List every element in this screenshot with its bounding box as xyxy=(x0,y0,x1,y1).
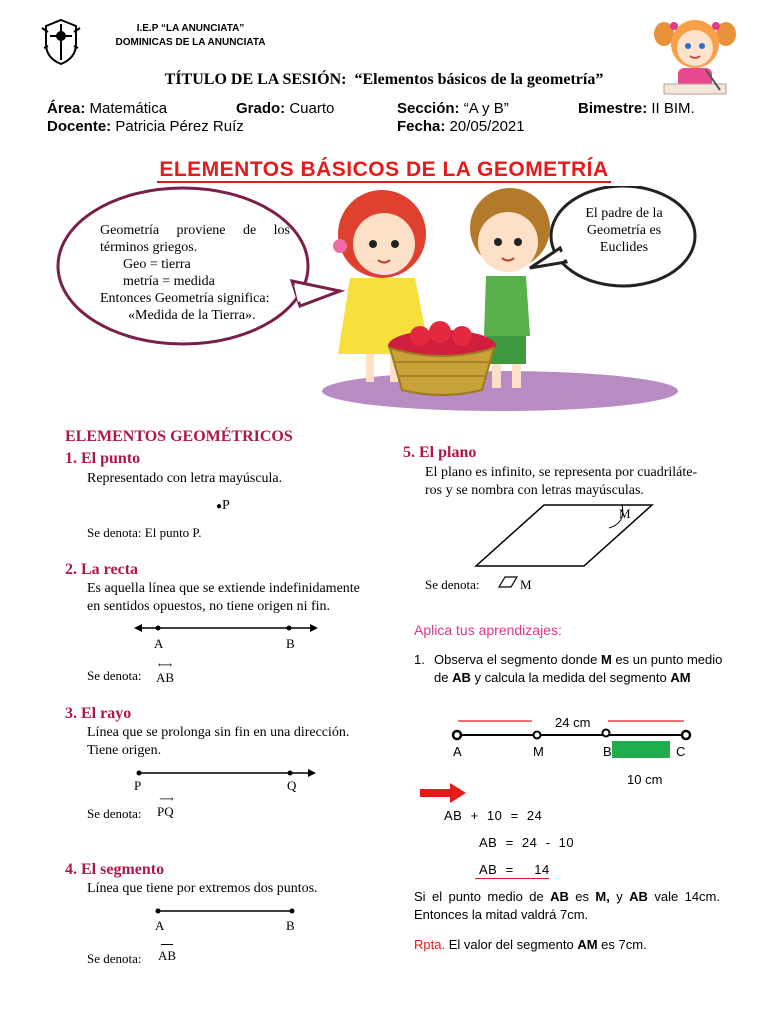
school-line-1: I.E.P “LA ANUNCIATA” xyxy=(136,23,245,34)
teacher-field xyxy=(47,118,244,135)
area-field xyxy=(47,100,167,117)
q2a: de xyxy=(434,670,453,685)
segmento-symbol xyxy=(158,942,176,964)
plane-symbol-icon xyxy=(497,575,519,589)
bubble-right-line3: Euclides xyxy=(599,240,649,255)
coat-of-arms-icon xyxy=(40,18,82,66)
equation-1: AB + 10 = 24 xyxy=(444,808,543,823)
line-diagram xyxy=(134,620,319,636)
plano-denota: Se denota: xyxy=(425,577,480,592)
teacher-label: Docente: xyxy=(47,118,112,135)
recta-title: 2. La recta xyxy=(65,561,139,578)
equation-3: AB = 14 xyxy=(479,862,550,877)
red-arrow-icon xyxy=(420,783,466,803)
point-b-label: B xyxy=(603,744,612,759)
measure-24cm: 24 cm xyxy=(555,715,591,730)
equation-2: AB = 24 - 10 xyxy=(479,835,575,850)
c1b: AB xyxy=(550,889,569,904)
segmento-symbol-text: AB xyxy=(158,948,177,963)
rayo-point-p: P xyxy=(134,778,142,793)
point-m-label: M xyxy=(533,744,544,759)
point-p: ●P xyxy=(216,498,230,513)
main-title-text: ELEMENTOS BÁSICOS DE LA GEOMETRÍA xyxy=(159,158,609,181)
rayo-symbol: ⟶ PQ xyxy=(157,794,174,819)
main-title xyxy=(0,158,768,182)
recta-denota: Se denota: xyxy=(87,668,142,683)
q2d: AM xyxy=(670,670,691,685)
rayo-point-q: Q xyxy=(287,778,297,793)
term-label: Bimestre: xyxy=(578,100,648,117)
segmento-point-a: A xyxy=(155,918,165,933)
school-line-2: DOMINICAS DE LA ANUNCIATA xyxy=(115,37,266,48)
result-underline xyxy=(475,878,549,879)
bubble-right-line1: El padre de la xyxy=(585,206,663,221)
c1a: Si el punto medio de xyxy=(414,889,551,904)
bubble-left xyxy=(100,222,290,324)
session-value: “Elementos básicos de la geometría” xyxy=(354,71,604,88)
rayo-denota: Se denota: xyxy=(87,806,142,821)
teacher-value: Patricia Pérez Ruíz xyxy=(115,118,244,135)
bubble-left-line3: Geo = tierra xyxy=(123,257,191,272)
school-logo xyxy=(40,18,82,66)
session-label: TÍTULO DE LA SESIÓN: xyxy=(164,71,347,88)
answer-label: Rpta. xyxy=(414,937,446,952)
area-label: Área: xyxy=(47,100,86,117)
segmento-point-b: B xyxy=(286,918,295,933)
segmento-desc: Línea que tiene por extremos dos puntos. xyxy=(87,881,318,896)
grade-value: Cuarto xyxy=(289,100,335,117)
segment-exercise-diagram xyxy=(450,716,696,762)
answer-c: es 7cm. xyxy=(597,937,647,952)
bubble-left-line1: Geometría proviene de los xyxy=(100,223,290,238)
answer-line xyxy=(414,937,647,952)
q2c: y calcula la medida del segmento xyxy=(470,670,671,685)
punto-title: 1. El punto xyxy=(65,450,141,467)
date-field xyxy=(397,118,525,135)
segment-diagram xyxy=(150,904,300,918)
question-line-1 xyxy=(434,652,722,667)
section-value: “A y B” xyxy=(463,100,509,117)
recta-point-a: A xyxy=(154,636,164,651)
plano-desc2: ros y se nombra con letras mayúsculas. xyxy=(425,483,644,498)
recta-symbol: ⟷ AB xyxy=(156,660,175,685)
rayo-desc1: Línea que se prolonga sin fin en una dirección. xyxy=(87,725,350,740)
recta-desc2: en sentidos opuestos, no tiene origen ni fin. xyxy=(87,599,331,614)
segmento-title: 4. El segmento xyxy=(65,861,165,878)
date-value: 20/05/2021 xyxy=(449,118,525,135)
plano-desc1: El plano es infinito, se representa por cuadriláte- xyxy=(425,465,698,480)
answer-b: AM xyxy=(577,937,598,952)
c1d: M, xyxy=(595,889,610,904)
c1e: y xyxy=(609,889,630,904)
recta-desc1: Es aquella línea que se extiende indefinidamente xyxy=(87,581,360,596)
conclusion-line-2: Entonces la mitad valdrá 7cm. xyxy=(414,907,589,922)
q1a: Observa el segmento donde xyxy=(434,652,601,667)
bubble-right-line2: Geometría es xyxy=(586,223,662,238)
school-name xyxy=(103,22,278,50)
q2b: AB xyxy=(452,670,471,685)
c1f: AB xyxy=(629,889,648,904)
term-field xyxy=(578,100,695,117)
rayo-desc2: Tiene origen. xyxy=(87,743,162,758)
point-a-label: A xyxy=(453,744,462,759)
punto-desc: Representado con letra mayúscula. xyxy=(87,471,283,486)
answer-a: El valor del segmento xyxy=(445,937,578,952)
bubble-right xyxy=(572,205,676,256)
c1c: es xyxy=(568,889,596,904)
area-value: Matemática xyxy=(89,100,168,117)
plano-label-m: M xyxy=(619,506,631,521)
plano-symbol-m: M xyxy=(520,577,532,592)
conclusion-line-1 xyxy=(414,889,720,904)
point-p-label: P xyxy=(222,498,230,513)
q1c: es un punto medio xyxy=(611,652,723,667)
punto-denota: Se denota: El punto P. xyxy=(87,525,202,540)
grade-field xyxy=(236,100,334,117)
measure-10cm: 10 cm xyxy=(627,772,663,787)
segmento-denota: Se denota: xyxy=(87,951,142,966)
term-value: II BIM. xyxy=(651,100,695,117)
recta-symbol-text: AB xyxy=(156,670,175,685)
bubble-left-line4: metría = medida xyxy=(123,274,215,289)
section-label: Sección: xyxy=(397,100,460,117)
grade-label: Grado: xyxy=(236,100,286,117)
c1g: vale 14cm. xyxy=(647,889,720,904)
exercise-heading: Aplica tus aprendizajes: xyxy=(414,622,562,638)
bubble-left-line2: términos griegos. xyxy=(100,240,198,255)
rayo-title: 3. El rayo xyxy=(65,705,132,722)
section-field xyxy=(397,100,509,117)
session-title xyxy=(0,71,768,89)
rayo-symbol-text: PQ xyxy=(157,804,174,819)
elements-heading: ELEMENTOS GEOMÉTRICOS xyxy=(65,428,293,445)
bubble-left-line6: «Medida de la Tierra». xyxy=(128,308,256,323)
q1b: M xyxy=(600,652,612,667)
question-line-2 xyxy=(434,670,691,685)
question-number: 1. xyxy=(414,652,425,667)
recta-point-b: B xyxy=(286,636,295,651)
point-c-label: C xyxy=(676,744,686,759)
plano-title: 5. El plano xyxy=(403,444,477,461)
date-label: Fecha: xyxy=(397,118,446,135)
bubble-left-line5: Entonces Geometría significa: xyxy=(100,291,270,306)
